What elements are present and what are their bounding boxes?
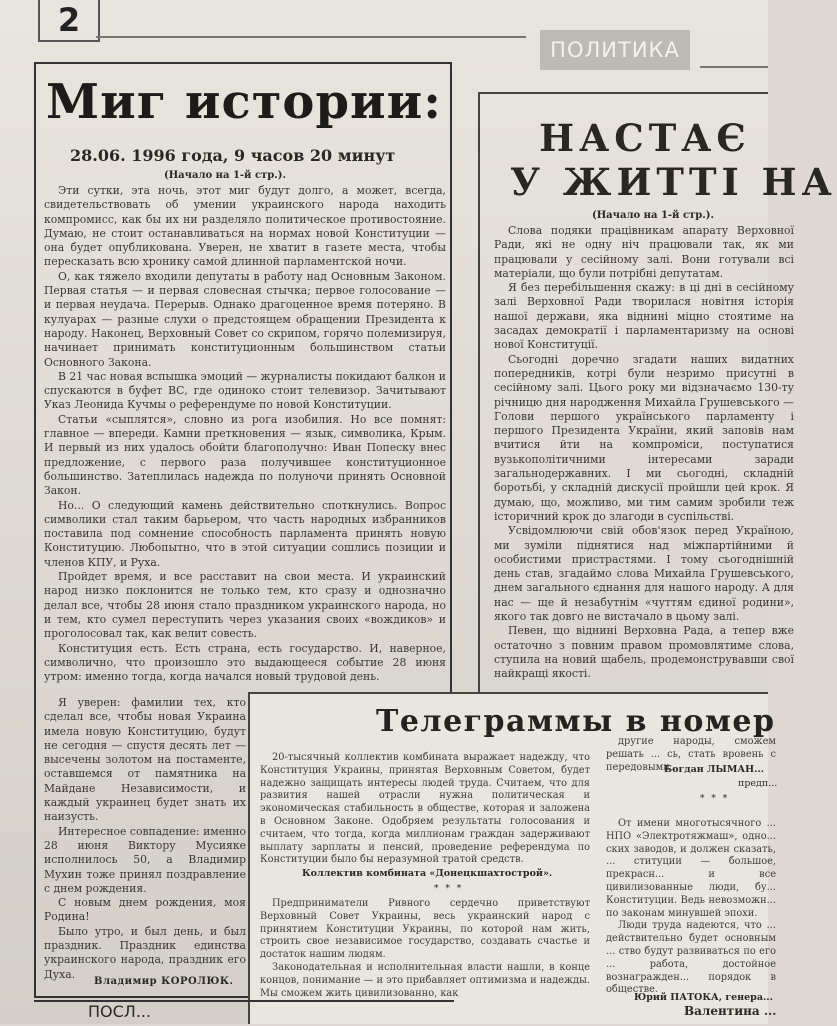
paragraph: Певен, що віднині Верховна Рада, а тепер вже остаточно з повним правом промовлятиме слова, ступила на новий щабель, продемонструвавши свої найкращі якості. bbox=[494, 624, 794, 681]
telegram-1-signature: Коллектив комбината «Донецкшахтострой». bbox=[302, 868, 553, 879]
left-article-headline: Миг истории: bbox=[46, 74, 442, 130]
paragraph: Но... О следующий камень действительно споткнулись. Вопрос символики стал таким барьером, что часть народных избранников поставила под сомнение способность парламента принять новую Конституцию. Любопытно, что в этой ситуации сошлись позиции и членов КПУ, и Руха. bbox=[44, 498, 446, 569]
paragraph: Было утро, и был день, и был праздник. Праздник единства украинского народа, праздник его Духа. bbox=[44, 924, 246, 981]
telegram-3-role: предп... bbox=[738, 778, 778, 789]
paragraph: В 21 час новая вспышка эмоций — журналисты покидают балкон и спускаются в буфет ВС, где одиноко стоит телевизор. Зачитывают Указ Леонида Кучмы о референдуме по новой Конституции. bbox=[44, 369, 446, 412]
star-divider: * * * bbox=[700, 794, 730, 804]
section-label: ПОЛИТИКА bbox=[540, 30, 690, 70]
paragraph: Сьогодні доречно згадати наших видатних попередників, котрі були незримо присутні в сесійному залі. Цього року ми відзначаємо 130-ту річницю дня народження Михайла Грушевського — Голови першого українського парламенту і першого Президента України, який заповів нам вчитися йти на компроміси, поступатися вузькополітичними інтересами заради загальнодержавних. І ми сьогодні, складній боротьбі, у складній дискусії пройшли цей крок. Я думаю, що, можливо, ми тим самим зробили теж історичний крок до злагоди в суспільстві. bbox=[494, 352, 794, 523]
page-number: 2 bbox=[38, 0, 100, 42]
paragraph: Эти сутки, эта ночь, этот миг будут долго, а может, всегда, свидетельствовать об умении украинского народа находить компромисс, как бы их ни разделяло политическое противостояние. Думаю, не стоит останавливаться на нормах новой Конституции — она будет опубликована. Уверен, не хватит в газете места, чтобы пересказать всю хронику самой длинной парламентской ночи. bbox=[44, 184, 446, 269]
right-article-body bbox=[494, 224, 794, 694]
paragraph: Усвідомлюючи свій обов'язок перед Україною, ми зуміли піднятися над міжпартійними й особистими пристрастями. І тому сьогоднішній день став, згадаймо слова Михайла Грушевського, днем загального єднання для нашого народу. А для нас — ще й незабутнім «чуттям єдиної родини», якого так довго не вистачало в цьому залі. bbox=[494, 524, 794, 624]
paragraph: Интересное совпадение: именно 28 июня Виктору Мусияке исполнилось 50, а Владимир Мухин тоже принял поздравление с днем рождения. bbox=[44, 824, 246, 895]
paragraph: Слова подяки працівникам апарату Верховної Ради, які не одну ніч працювали так, як ми працювали у сесійному залі. Вони готували всі матеріали, що були потрібні депутатам. bbox=[494, 224, 794, 280]
telegram-4-signature: Юрий ПАТОКА, генера... bbox=[634, 992, 773, 1003]
paragraph: Я без перебільшення скажу: в ці дні в сесійному залі Верховної Ради творилася новітня історія нашої держави, яка віднині міцно стоятиме на засадах демократії і парламентаризму на основі нової Конституції. bbox=[494, 281, 794, 352]
paragraph: Предприниматели Ривного сердечно приветствуют Верховный Совет Украины, весь украинский народ с принятием Конституции Украины, по которой нам жить, строить свое независимое государство, создавать счастье и достаток нашим людям. bbox=[260, 898, 590, 961]
paragraph: Я уверен: фамилии тех, кто сделал все, чтобы новая Украина имела новую Конституцию, будут не сегодня — спустя десять лет — высечены золотом на постаменте, оставшемся от памятника на Майдане Независимости, и каждый украинец будет знать их наизусть. bbox=[44, 696, 246, 824]
paragraph: Статьи «сыплятся», словно из рога изобилия. Но все помнят: главное — впереди. Камни преткновения — язык, символика, Крым. И первый из них удалось обойти благополучно: Иван Попеску внес предложение, с первого раза получившее конституционное большинство. Затеплилась надежда по полуночи принять Основной Закон. bbox=[44, 412, 446, 498]
telegrams-article bbox=[248, 692, 778, 1024]
left-article-subhead: 28.06. 1996 года, 9 часов 20 минут bbox=[70, 146, 396, 165]
right-continued-note: (Начало на 1-й стр.). bbox=[592, 210, 714, 221]
next-article-headline-fragment: ПОСЛ... bbox=[34, 1000, 454, 1024]
header-rule-right bbox=[700, 66, 768, 68]
paragraph: Пройдет время, и все расставит на свои места. И украинский народ низко поклонится не только тем, кто сразу и однозначно делал все, чтобы 28 июня стало праздником украинского народа, но и тем, кто сумел переступить через указания своих «вождиков» и проголосовал так, как велит совесть. bbox=[44, 570, 446, 641]
telegram-3-signature: Богдан ЛЫМАН... bbox=[664, 764, 764, 775]
star-divider: * * * bbox=[434, 884, 464, 894]
paragraph: Законодательная и исполнительная власти нашли, в конце концов, понимание — и это прибавляет оптимизма и надежды. Мы сможем жить цивилизованно, как bbox=[260, 961, 590, 999]
left-article-signature: Владимир КОРОЛЮК. bbox=[94, 976, 234, 987]
telegrams-headline: Телеграммы в номер bbox=[376, 704, 776, 739]
header-rule bbox=[96, 36, 526, 38]
bottom-right-signature-fragment: Валентина ... bbox=[684, 1004, 777, 1018]
left-article-narrow-column bbox=[44, 696, 246, 981]
paragraph: 20-тысячный коллектив комбината выражает надежду, что Конституция Украины, принятая Верховным Советом, будет надежно защищать интересы людей труда. Считаем, что для развития нашей отрасли нужна политическая и экономическая стабильность в обществе, которая и заложена в Основном Законе. Одобряем результаты голосования и считаем, что тогда, когда миллионам граждан задерживают выплату зарплаты и пенсий, проведение референдума по Конституции было бы неразумной тратой средств. bbox=[260, 752, 590, 866]
telegram-1 bbox=[260, 752, 590, 866]
paragraph: С новым днем рождения, моя Родина! bbox=[44, 896, 246, 924]
right-headline-line1: НАСТАЄ bbox=[539, 116, 751, 160]
paragraph: От имени многотысячного ... НПО «Электротяжмаш», одно... ских заводов, и должен сказать, ... ституции — большое, прекрасн... и все цивилизованные люди, бу... Конституции. Ведь невозможн... по законам минувшей эпохи. bbox=[606, 818, 776, 919]
paragraph: другие народы, сможем решать ... сь, стать вровень с передовыми ... bbox=[606, 736, 776, 773]
telegram-4 bbox=[606, 818, 776, 996]
left-continued-note: (Начало на 1-й стр.). bbox=[164, 170, 286, 181]
right-headline-line2: У ЖИТТІ НА bbox=[510, 160, 837, 204]
paragraph: О, как тяжело входили депутаты в работу над Основным Законом. Первая статья — и первая словесная стычка; первое голосование — и первая неудача. Перерыв. Однако драгоценное время потеряно. В кулуарах — разные слухи о предстоящем обращении Президента к народу. Наконец, Верховный Совет со скрипом, горячо полемизируя, начинает принимать конституционным большинством статьи Основного Закона. bbox=[44, 269, 446, 369]
paragraph: Конституция есть. Есть страна, есть государство. И, наверное, символично, что произошло это выдающееся событие 28 июня утром: именно тогда, когда начался новый трудовой день. bbox=[44, 641, 446, 684]
right-article bbox=[478, 92, 837, 692]
left-article-body bbox=[44, 184, 446, 692]
right-article-headline bbox=[510, 116, 837, 204]
paragraph: Люди труда надеются, что ... действительно будет основным ... ство будут развиваться по его ... работа, достойное вознагражден... порядок в обществе. bbox=[606, 920, 776, 996]
